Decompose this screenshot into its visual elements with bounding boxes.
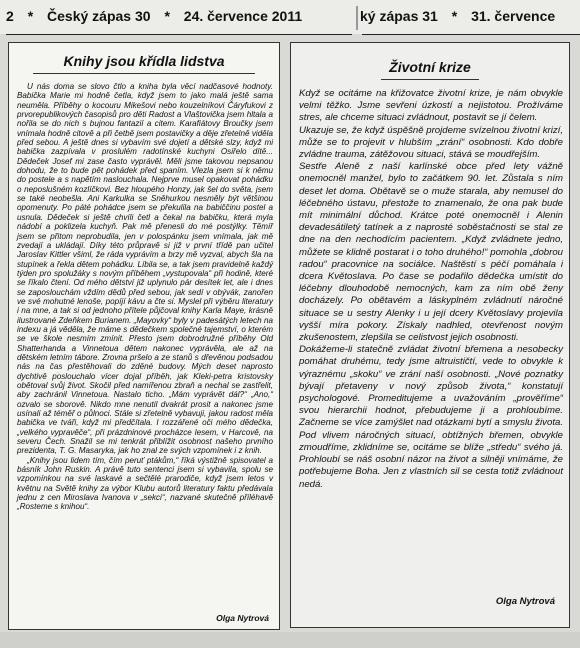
- next-paper-name: ký zápas 31: [360, 8, 438, 24]
- paper-name: Český zápas 30: [47, 8, 151, 24]
- article-paragraph: U nás doma se slovo čtlo a kniha byla věcí nadčasové hodnoty. Babička Marie mi hodně četla, když jsem to jako malá ještě sama neuměla. Příběhy o kocouru Mikešovi nebo kouzelníkovi Čáryfukovi z prvorepublikových časopisů pro děti Radost a Vlaštovička jsem hltala a nořila se do nich s bujnou fantazií a citem. Karafiátovy Broučky jsem vnímala hodně citově a při četbě jsem postavičky a děje zřetelně viděla před sebou. A ještě dnes si vybavím své dojetí a dětské slzy, když mi babička zazpívala v proslulém radotínské kuchyni Osiřelo dítě... Dědeček Josef mi zase často vyprávěl. Měli jsme takovou nepsanou dohodu, že to bude pět pohádek před spaním. Vlezla jsem si k němu do postele a s napětím naslouchala. Nejprve musel opakovat pohádku o neposlušném kozlíčkovi. Bez hloupého Honzy, jak šel do světa, jsem se také neobešla. Ani Karkulka se Sněhurkou nesměly být většinou opomenuty. Po páté pohádce jsem se překulila na babiččinu postel a usnula. Dědeček si ještě chvíli četl a čekal na babičku, která myla nádobí a poklizela kuchyň. Pak mě přenesli do mé postýlky. Těmíř jsem se přitom neprobudila, jen v polospánku jsem vnímala, jak mě zvedají a ukládají. Díky této průpravě si již v první třídě pan učitel Jaroslav Kittler všiml, že ráda vyprávím a brzy mě vyzval, abych šla na stupínek a řekla dětem pohádku. Líbila se, a tak jsem pravidelně každý týden pro spolužáky s novým příběhem „vystupovala“ při hodině, které se říkalo čtení. Od mého dětství již uplynulo pár desítek let, ale i dnes se zaposlouchám vždím dědů před sebou, jak sedí v obývák, zanořen ve své mohutné lenoše, popíjí kávu a čte si. Myslel při výběru literatury i na mne, a tak si od jednoho přítele půjčoval knihy Karla Maye, krásně ilustrované Zdeňkem Burianem. „Mayovky“ byly v padesátých letech na indexu a já věděla, že máme s dědečkem společné tajemství, o kterém se ve škole nesmím zmínit. Přesto jsem dobrodružné příběhy Old Shatterhanda a Vinnetoua dětem nakonec vyprávěla, ale až na dětském letním tábore. Zrovna pršelo a ze stanů s dřevěnou podsadou nás na čas přestěhovali do zděné budovy. Mých deset naprosto dychtivě poslouchalo vícer dojal příběh, jak Kleki-petra kristovsky obětoval svůj život. Skočil před namířenou zbraň a nechal se zastřelit, aby zachránil Vinnetoua. Nastalo ticho. „Mám vyprávět dál?“ „Ano,“ ozvalo se sborově. Nikdo mne nenutil dvakrát prosit a nakonec jsme usínali až téměř o půlnoci. Stále si zřetelně vybavuji, jakou radost měla babička ve tváři, když mi předčítala. I rozzářené oči mého dědečka, „velkého vypravěče“, při prázdninové procházce lesem, v Harcově, na severu Čech. Snažil se mi tenkrát přiblížit osobnost našeho prvního prezidenta, T. G. Masaryka, jak ho znal ze svých vzpomínek i z knih.: [17, 82, 273, 456]
- article-title: Životní krize: [389, 59, 471, 75]
- article-paragraph: „Knihy jsou lidem tím, čím peruť ptákům,“ říká výstižně spisovatel a básník John Ruskin. A právě tuto sentenci jsem si vybavila, spolu se vzpomínkou na své laskavé a sečtělé prarodiče, když jsem letos v květnu na Světě knihy za výbor Klubu autorů literatury faktu předávala jednu z cen Miroslava Ivanova v „sekci“, nazvané skutečně příléhavě „Rosteme s knihou“.: [17, 455, 273, 512]
- article-paragraph: Ukazuje se, že když úspěšně projdeme svízelnou životní krizí, může se to projevit v hlubším „zrání“ osobnosti. Kdo dobře zvládne trauma, zátěžovou situaci, stává se moudřejším.: [299, 124, 563, 161]
- article-body: [299, 88, 563, 491]
- issue-date: 24. července 2011: [183, 8, 303, 24]
- article-author: Olga Nytrová: [495, 596, 555, 607]
- page-number: 2: [6, 8, 14, 24]
- title-underline: [33, 73, 255, 74]
- article-body: [17, 82, 273, 512]
- header-star: *: [164, 8, 170, 24]
- header-rule-right: [362, 34, 580, 35]
- header-right: [360, 8, 565, 24]
- article-paragraph: Dokážeme-li statečně zvládat životní břemena a nesobecky pomáhat druhému, tedy jsme altruističtí, vede to obvykle k výraznému „skoku“ ve zrání naší osobnosti. „Nové poznatky bývají přetaveny v nový způsob života,“ konstatují psychologové. Promeditujeme a uvažováním „prověříme“ svou hierarchii hodnot, přebudujeme ji a prohloubíme. Začneme se více zamýšlet nad otázkami bytí a smyslu života. Pod vlivem náročných situací, obtížných břemen, obvykle zmoudříme, zklidníme se, ocitáme se blíže „středu“ svého já. Prohloubí se náš osobní názor na život a silněji vnímáme, že potřebujeme Boha. Jen z vlastních sil se cesta totiž zvládnout nedá.: [299, 344, 563, 490]
- article-zivotni-krize: [290, 42, 570, 628]
- article-paragraph: Když se ocitáme na křižovatce životní krize, je nám obvykle velmi těžko. Jsme sevřeni úzkostí a nejistotou. Prožíváme stres, ale chceme situaci zvládnout, postavit se jí čelem.: [299, 88, 563, 124]
- title-underline: [381, 79, 479, 80]
- article-author: Olga Nytrová: [216, 613, 269, 623]
- page-bottom-edge: [0, 632, 580, 648]
- header-rule-left: [6, 34, 352, 35]
- header-left: [6, 8, 366, 24]
- page-fold-divider: [356, 6, 358, 30]
- article-knihy: [8, 42, 280, 630]
- header-star: *: [27, 8, 34, 24]
- newspaper-header: [0, 0, 580, 34]
- article-title: Knihy jsou křídla lidstva: [63, 53, 225, 69]
- next-issue-date: 31. července: [471, 8, 556, 24]
- header-star: *: [451, 8, 458, 24]
- article-paragraph: Sestře Aleně z naší karlínské obce před lety vážně onemocněl manžel, bylo to začátkem 90. let. Zůstala s ním deset let doma. Obětavě se o muže starala, aby nemusel do léčebného ústavu, přestože to znamenalo, že ona pak bude mít minimální důchod. Krátce poté onemocněl i Alenin devadesátiletý tatínek a z naprosté soběstačnosti se stal ze dne na den nechodícím pacientem. „Když zvládnete jedno, můžete se klidně postarat i o toho druhého!“ pomohla „dobrou radou“ pracovnice na sociálce. Naštěstí s péčí pomáhala i dcera Květoslava. Po čase se podařilo dědečka umístit do léčebny dlouhodobě nemocných, kam za ním obě ženy docházely. Po obětavém a láskyplném zvládnutí náročné situace se u sestry Alenky i u její dcery Květoslavy projevila vyšší míra pokory. Získaly nadhled, otevřenost novým zkušenostem, zlepšila se celistvost jejich osobnosti.: [299, 161, 563, 344]
